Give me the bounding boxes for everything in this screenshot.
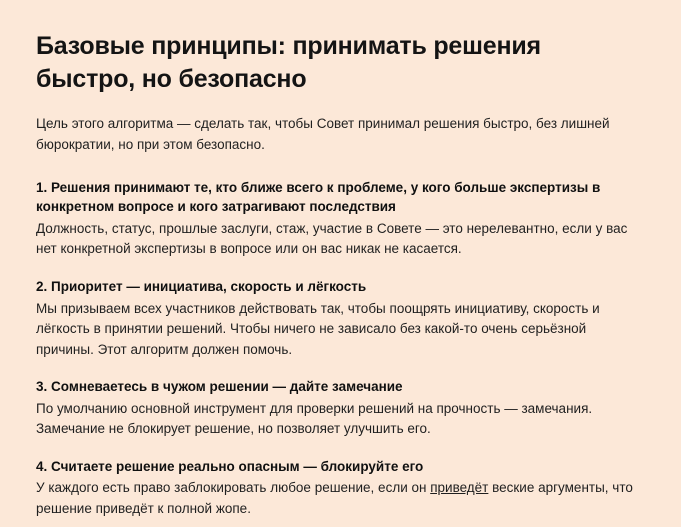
principle-section-3 xyxy=(36,377,636,440)
principle-section-1 xyxy=(36,178,636,260)
body-text-underlined: приведёт xyxy=(430,480,489,496)
body-text-before: У каждого есть право заблокировать любое решение, если он xyxy=(36,480,431,496)
principle-heading: 2. Приоритет — инициатива, скорость и лёгкость xyxy=(36,279,367,294)
principle-body: Мы призываем всех участников действовать так, чтобы поощрять инициативу, скорость и лёгкость в принятии решений. Чтобы ничего не зависало без какой-то очень серьёзной причины. Этот алгоритм должен помочь. xyxy=(36,300,600,357)
principle-body xyxy=(36,478,636,519)
page-title: Базовые принципы: принимать решения быстро, но безопасно xyxy=(36,32,541,93)
principle-body: Должность, статус, прошлые заслуги, стаж, участие в Совете — это нерелевантно, если у вас нет конкретной экспертизы в вопросе или он вас никак не касается. xyxy=(36,220,628,257)
principle-section-2 xyxy=(36,277,636,360)
principle-heading: 4. Считаете решение реально опасным — блокируйте его xyxy=(36,458,424,474)
body-text-after: веские аргументы, что решение приведёт к полной жопе. xyxy=(36,480,633,516)
principle-heading: 1. Решения принимают те, кто ближе всего к проблеме, у кого больше экспертизы в конкретном вопросе и кого затрагивают последствия xyxy=(36,179,601,215)
intro-paragraph: Цель этого алгоритма — сделать так, чтобы Совет принимал решения быстро, без лишней бюрократии, но при этом безопасно. xyxy=(36,116,610,152)
principle-heading: 3. Сомневаетесь в чужом решении — дайте замечание xyxy=(36,379,403,395)
principle-section-4 xyxy=(36,457,636,520)
principle-body: По умолчанию основной инструмент для проверки решений на прочность — замечания. Замечание не блокирует решение, но позволяет улучшить его. xyxy=(36,400,593,437)
